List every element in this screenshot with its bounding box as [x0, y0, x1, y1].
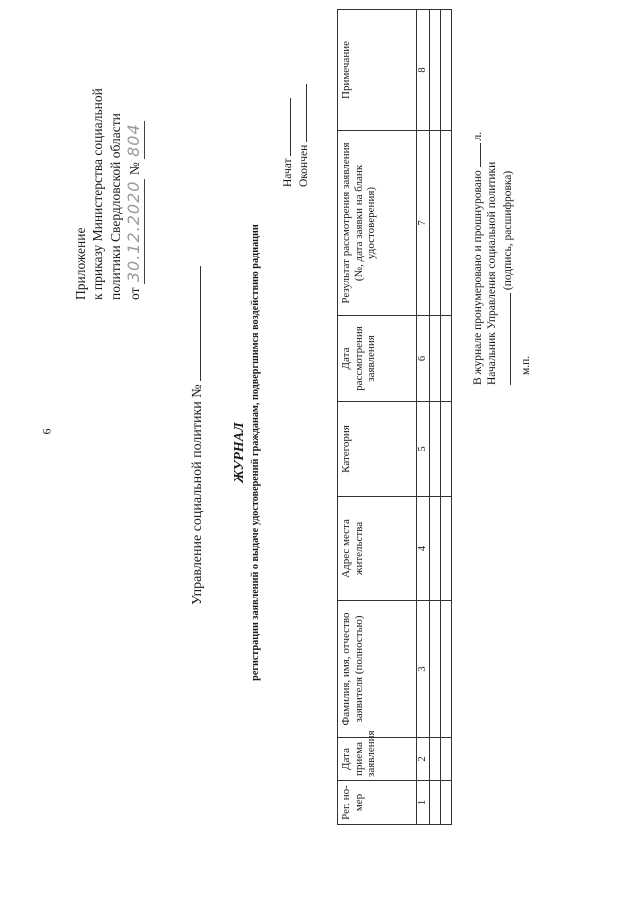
- footer-head-line: Начальник Управления социальной политики: [486, 161, 499, 385]
- table-row: [441, 10, 452, 825]
- footer-pages-line: [470, 15, 485, 385]
- footer-signature-line: [500, 15, 515, 385]
- table-cell[interactable]: [441, 10, 452, 131]
- footer-block: [470, 15, 534, 385]
- column-number: 5: [417, 402, 430, 497]
- column-header: Категория: [338, 402, 417, 497]
- number-label: №: [126, 162, 142, 176]
- from-label: от: [126, 287, 142, 300]
- column-number: 7: [417, 131, 430, 316]
- table-cell[interactable]: [441, 131, 452, 316]
- ended-label: Окончен: [297, 144, 310, 187]
- started-blank[interactable]: [280, 98, 291, 156]
- table-cell[interactable]: [430, 131, 441, 316]
- period-block: [280, 84, 312, 187]
- column-header: Дата рассмотрения заявления: [338, 316, 417, 402]
- table-cell[interactable]: [430, 10, 441, 131]
- table-row: [430, 10, 441, 825]
- footer-pages-suffix: л.: [472, 131, 484, 141]
- handwritten-number: 804: [124, 121, 145, 159]
- signature-caption: (подпись, расшифровка): [501, 170, 514, 291]
- table-cell[interactable]: [441, 316, 452, 402]
- table-cell[interactable]: [430, 738, 441, 781]
- column-number-row: [417, 10, 430, 825]
- table-cell[interactable]: [441, 781, 452, 825]
- department-number-blank[interactable]: [188, 266, 201, 381]
- appendix-ministry-line: политики Свердловской области: [107, 113, 123, 300]
- table-cell[interactable]: [430, 497, 441, 601]
- handwritten-date: 30.12.2020: [124, 179, 145, 285]
- column-header: Дата приема заявления: [338, 738, 417, 781]
- column-header: Результат рассмотрения заявления (№, дата заявки на бланк удостоверения): [338, 131, 417, 316]
- table-cell[interactable]: [441, 402, 452, 497]
- column-number: 4: [417, 497, 430, 601]
- journal-subtitle: регистрации заявлений о выдаче удостоверений гражданам, подвергшимся воздействию радиации: [250, 224, 261, 681]
- ended-blank[interactable]: [296, 84, 307, 142]
- ended-row: [296, 84, 312, 187]
- column-number: 6: [417, 316, 430, 402]
- column-number: 2: [417, 738, 430, 781]
- column-header: Примечание: [338, 10, 417, 131]
- table-cell[interactable]: [430, 402, 441, 497]
- table-cell[interactable]: [430, 316, 441, 402]
- table-cell[interactable]: [441, 497, 452, 601]
- table-header-row: [338, 10, 417, 825]
- appendix-block: [72, 0, 145, 300]
- started-label: Начат: [282, 158, 294, 187]
- appendix-date-line: [124, 0, 145, 300]
- registration-table: [337, 9, 452, 825]
- column-header: Рег. но-мер: [338, 781, 417, 825]
- journal-title: ЖУРНАЛ: [232, 422, 247, 483]
- table-cell[interactable]: [441, 738, 452, 781]
- stamp-place: м.п.: [520, 355, 533, 375]
- footer-pages-text: В журнале пронумеровано и прошнуровано: [472, 170, 484, 385]
- journal-title-block: [232, 60, 261, 845]
- page-number: 6: [39, 428, 54, 435]
- column-header: Фамилия, имя, отчество заявителя (полностью): [338, 601, 417, 738]
- pages-count-blank[interactable]: [470, 143, 481, 167]
- table-cell[interactable]: [430, 781, 441, 825]
- column-header: Адрес места жительства: [338, 497, 417, 601]
- department-line: [188, 185, 206, 605]
- started-row: [280, 84, 296, 187]
- table-cell[interactable]: [430, 601, 441, 738]
- column-number: 1: [417, 781, 430, 825]
- appendix-order-line: к приказу Министерства социальной: [90, 88, 106, 300]
- appendix-title: Приложение: [73, 227, 88, 300]
- signature-blank[interactable]: [500, 293, 511, 385]
- column-number: 3: [417, 601, 430, 738]
- department-label: Управление социальной политики №: [190, 384, 205, 605]
- table-cell[interactable]: [441, 601, 452, 738]
- column-number: 8: [417, 10, 430, 131]
